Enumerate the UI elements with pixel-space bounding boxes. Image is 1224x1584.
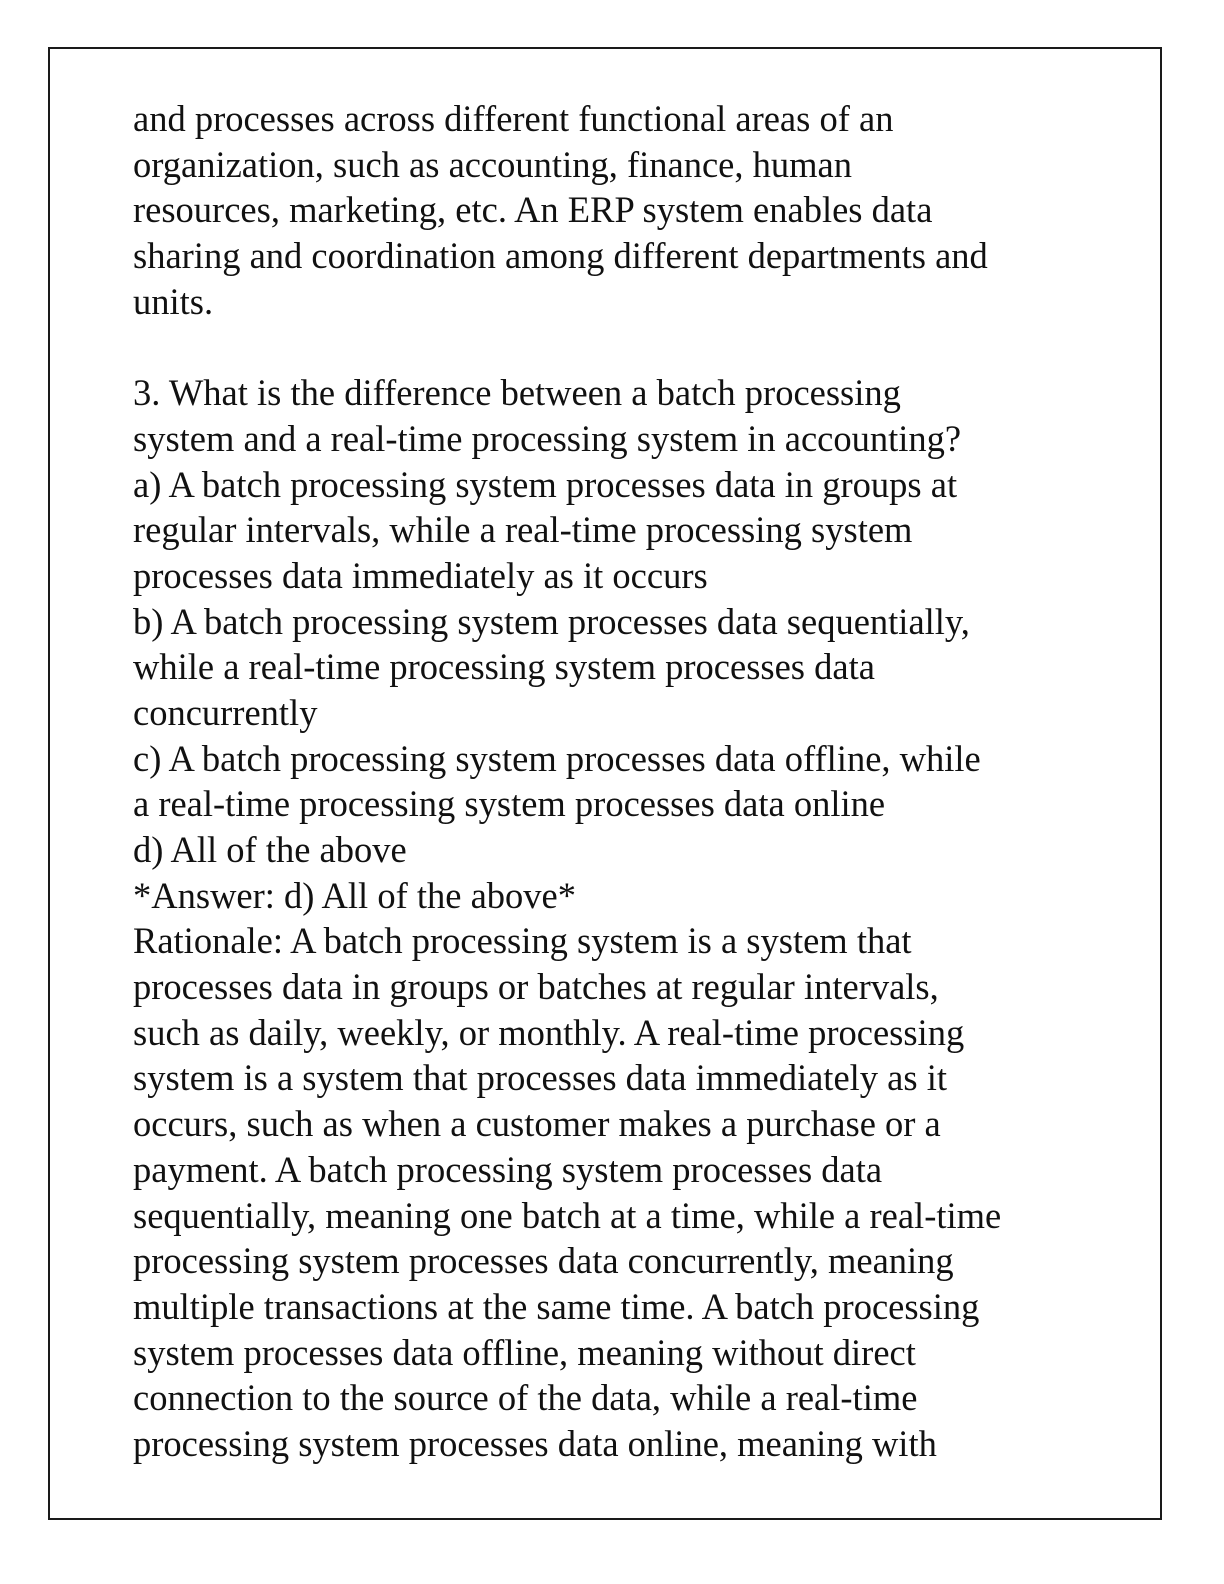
rationale-line: sequentially, meaning one batch at a time, while a real-time: [133, 1194, 1002, 1236]
rationale-line: payment. A batch processing system processes data: [133, 1148, 883, 1190]
option-b: [133, 599, 1133, 736]
paragraph-spacer: [133, 324, 1133, 370]
rationale-line: processes data in groups or batches at regular intervals,: [133, 966, 939, 1008]
document-body: [133, 96, 1133, 1467]
option-line: concurrently: [133, 691, 318, 733]
option-d: [133, 827, 1133, 873]
option-line: c) A batch processing system processes data offline, while: [133, 737, 981, 779]
rationale-line: such as daily, weekly, or monthly. A real-time processing: [133, 1011, 965, 1053]
option-line: d) All of the above: [133, 829, 407, 870]
option-line: b) A batch processing system processes data sequentially,: [133, 600, 970, 642]
rationale-line: processing system processes data online, meaning with: [133, 1422, 937, 1464]
option-line: a real-time processing system processes data online: [133, 783, 886, 825]
text-line: units.: [133, 280, 214, 322]
question-text: system and a real-time processing system in accounting?: [133, 417, 962, 459]
option-c: [133, 736, 1133, 827]
text-line: and processes across different functional areas of an: [133, 98, 894, 139]
rationale-line: Rationale: A batch processing system is a system that: [133, 920, 912, 962]
intro-paragraph: [133, 96, 1133, 324]
rationale-line: multiple transactions at the same time. A batch processing: [133, 1285, 980, 1327]
answer-line: *Answer: d) All of the above*: [133, 874, 576, 916]
option-a: [133, 462, 1133, 599]
question-block: [133, 370, 1133, 461]
option-line: processes data immediately as it occurs: [133, 554, 708, 596]
rationale-line: system is a system that processes data immediately as it: [133, 1057, 947, 1099]
text-line: sharing and coordination among different departments and: [133, 235, 988, 277]
rationale-line: processing system processes data concurrently, meaning: [133, 1240, 954, 1282]
option-line: regular intervals, while a real-time processing system: [133, 509, 913, 551]
text-line: resources, marketing, etc. An ERP system enables data: [133, 189, 933, 231]
option-line: while a real-time processing system processes data: [133, 646, 875, 688]
question-text: 3. What is the difference between a batch processing: [133, 372, 901, 414]
rationale-paragraph: [133, 918, 1133, 1466]
text-line: organization, such as accounting, finance, human: [133, 143, 852, 185]
rationale-line: connection to the source of the data, while a real-time: [133, 1377, 918, 1419]
rationale-line: occurs, such as when a customer makes a purchase or a: [133, 1103, 941, 1145]
rationale-line: system processes data offline, meaning without direct: [133, 1331, 916, 1373]
option-line: a) A batch processing system processes data in groups at: [133, 463, 958, 505]
